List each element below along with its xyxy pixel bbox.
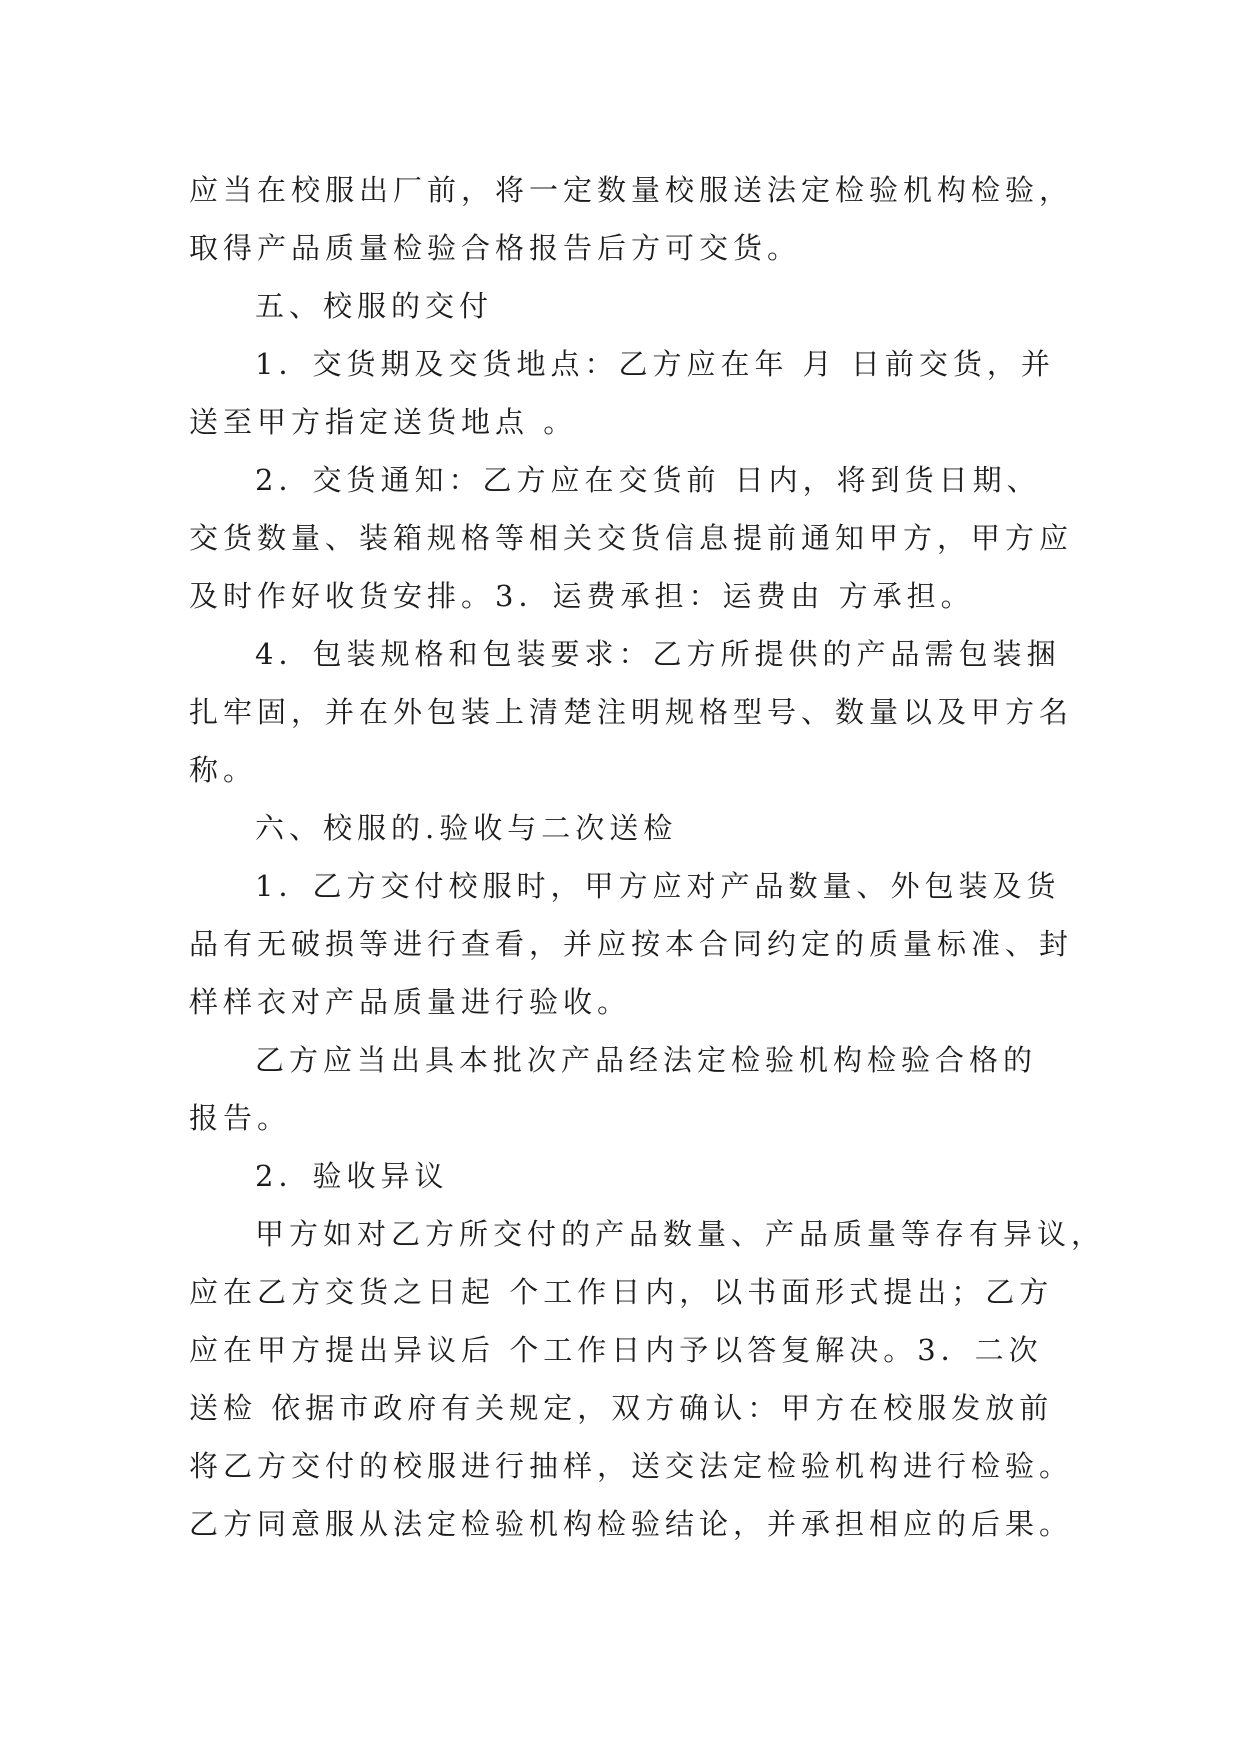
text-line: 取得产品质量检验合格报告后方可交货。 (189, 231, 802, 265)
text-line: 1．乙方交付校服时，甲方应对产品数量、外包装及货 (255, 869, 1061, 903)
text-line: 品有无破损等进行查看，并应按本合同约定的质量标准、封 (189, 927, 1074, 961)
text-line: 报告。 (189, 1101, 292, 1135)
text-line: 4．包装规格和包装要求：乙方所提供的产品需包装捆 (255, 637, 1061, 671)
text-line: 称。 (189, 753, 258, 787)
text-line: 扎牢固，并在外包装上清楚注明规格型号、数量以及甲方名 (189, 695, 1074, 729)
text-line: 乙方同意服从法定检验机构检验结论，并承担相应的后果。 (189, 1507, 1074, 1541)
text-line: 2．交货通知：乙方应在交货前 日内，将到货日期、 (255, 463, 1041, 497)
text-line: 送检 依据市政府有关规定，双方确认：甲方在校服发放前 (189, 1391, 1054, 1425)
text-line: 交货数量、装箱规格等相关交货信息提前通知甲方，甲方应 (189, 521, 1074, 555)
text-line: 样样衣对产品质量进行验收。 (189, 985, 632, 1019)
text-line: 应在乙方交货之日起 个工作日内，以书面形式提出；乙方 (189, 1275, 1054, 1309)
text-line: 应当在校服出厂前，将一定数量校服送法定检验机构检验， (189, 173, 1074, 207)
text-line: 乙方应当出具本批次产品经法定检验机构检验合格的 (255, 1043, 1038, 1077)
text-line: 1．交货期及交货地点：乙方应在年 月 日前交货，并 (255, 347, 1055, 381)
text-line: 送至甲方指定送货地点 。 (189, 405, 578, 439)
text-line: 及时作好收货安排。3．运费承担：运费由 方承担。 (189, 579, 975, 613)
document-body (189, 161, 1106, 1553)
text-line: 应在甲方提出异议后 个工作日内予以答复解决。3．二次 (189, 1333, 1043, 1367)
text-line: 将乙方交付的校服进行抽样，送交法定检验机构进行检验。 (189, 1449, 1074, 1483)
text-line: 甲方如对乙方所交付的产品数量、产品质量等存有异议， (255, 1217, 1106, 1251)
subsection-heading: 2．验收异议 (255, 1159, 449, 1193)
section-heading: 六、校服的.验收与二次送检 (255, 811, 678, 845)
section-heading: 五、校服的交付 (255, 289, 494, 323)
